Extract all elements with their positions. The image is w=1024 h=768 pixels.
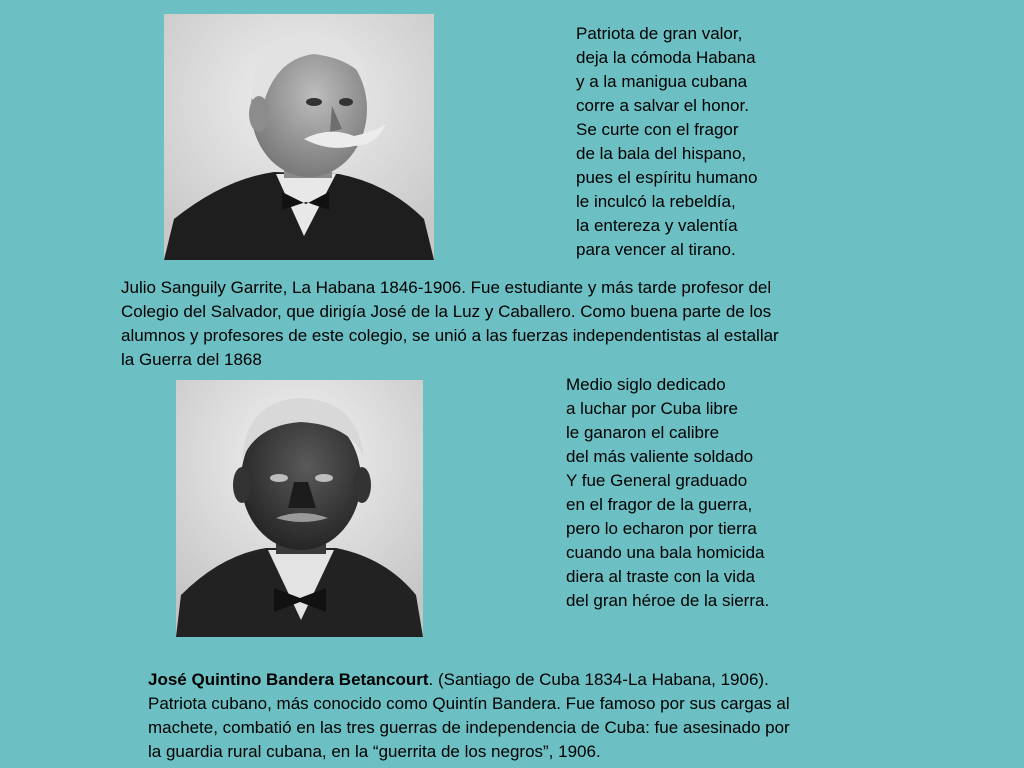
bio-line (148, 668, 948, 692)
poem-line: le ganaron el calibre (566, 423, 720, 442)
poem-line: del más valiente soldado (566, 447, 754, 466)
bio-line: machete, combatió en las tres guerras de independencia de Cuba: fue asesinado por (148, 718, 790, 737)
poem-line: deja la cómoda Habana (576, 48, 756, 67)
poem-line: en el fragor de la guerra, (566, 495, 753, 514)
biography-2 (148, 668, 948, 764)
poem-line: pero lo echaron por tierra (566, 519, 757, 538)
bio-line: la guardia rural cubana, en la “guerrita de los negros”, 1906. (148, 742, 601, 761)
poem-line: para vencer al tirano. (576, 240, 736, 259)
poem-1 (576, 22, 757, 262)
poem-line: a luchar por Cuba libre (566, 399, 738, 418)
poem-line: Y fue General graduado (566, 471, 748, 490)
poem-2 (566, 373, 769, 613)
poem-line: y a la manigua cubana (576, 72, 748, 91)
person-name: José Quintino Bandera Betancourt (148, 670, 429, 689)
portrait-photo-icon (176, 380, 423, 637)
poem-line: de la bala del hispano, (576, 144, 747, 163)
poem-line: Medio siglo dedicado (566, 375, 726, 394)
poem-line: corre a salvar el honor. (576, 96, 749, 115)
poem-line: Patriota de gran valor, (576, 24, 743, 43)
bio-line: la Guerra del 1868 (121, 350, 262, 369)
bio-line-rest: . (Santiago de Cuba 1834-La Habana, 1906). (428, 670, 769, 689)
poem-line: cuando una bala homicida (566, 543, 765, 562)
bio-line: alumnos y profesores de este colegio, se unió a las fuerzas independentistas al estallar (121, 326, 779, 345)
bio-line: Patriota cubano, más conocido como Quintín Bandera. Fue famoso por sus cargas al (148, 694, 790, 713)
bio-line: Colegio del Salvador, que dirigía José de la Luz y Caballero. Como buena parte de los (121, 302, 772, 321)
bio-line: Julio Sanguily Garrite, La Habana 1846-1906. Fue estudiante y más tarde profesor del (121, 278, 772, 297)
poem-line: pues el espíritu humano (576, 168, 758, 187)
poem-line: diera al traste con la vida (566, 567, 755, 586)
portrait-photo-icon (164, 14, 434, 260)
biography-1 (121, 276, 921, 372)
poem-line: del gran héroe de la sierra. (566, 591, 770, 610)
portrait-photo-1 (164, 14, 434, 260)
poem-line: le inculcó la rebeldía, (576, 192, 736, 211)
poem-line: Se curte con el fragor (576, 120, 739, 139)
poem-line: la entereza y valentía (576, 216, 738, 235)
portrait-photo-2 (176, 380, 423, 637)
